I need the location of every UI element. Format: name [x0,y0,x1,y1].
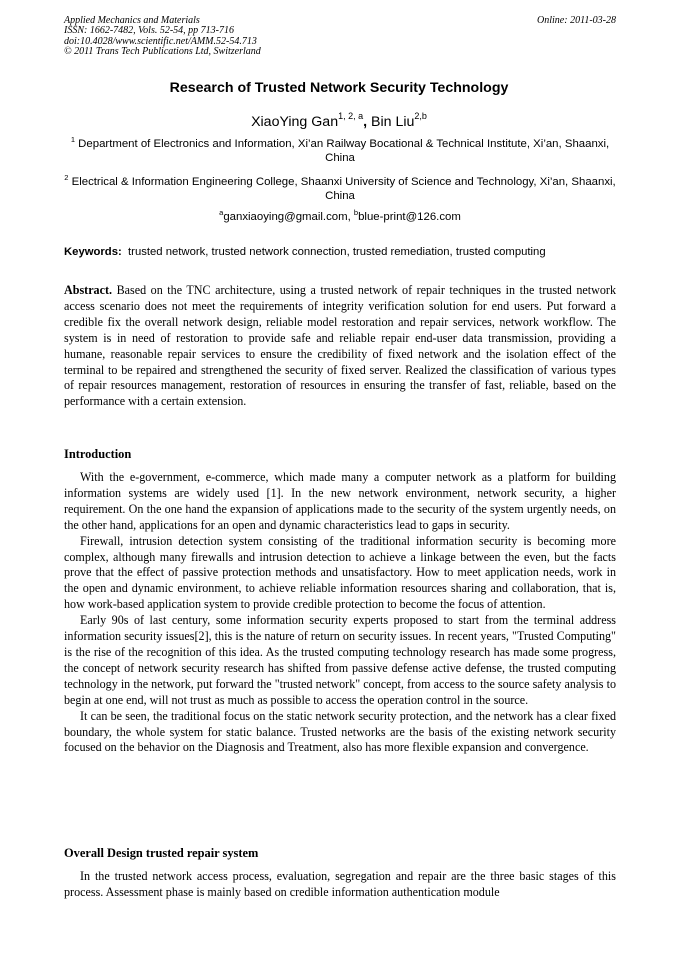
author-emails [64,210,616,224]
online-date: Online: 2011-03-28 [537,15,616,26]
paragraph: Early 90s of last century, some information security experts proposed to start from the terminal address information security issues[2], this is the nature of return on security issues. In recent years, "Trusted Computing" is the rise of the recognition of this idea. As the trusted computing technology research has made some progress, the concept of network security research has shifted from passive defense active defense, the trusted computing technology in the network, put forward the "trusted network" concept, from access to the source safety analysis to begin at one end, will not trust as much as possible to access the operation control in the source. [64,613,616,707]
journal-header [64,16,616,58]
affiliation-1 [64,137,616,166]
author-name: Bin Liu [371,114,415,130]
section-heading-overall-design: Overall Design trusted repair system [64,846,259,860]
abstract [64,283,616,410]
affiliation-text: Department of Electronics and Information, Xi’an Railway Bocational & Technical Institute, Xi’an, Shaanxi, China [78,138,610,165]
email-link[interactable]: ganxiaoying@gmail.com, [223,211,354,223]
author-separator: , [363,114,372,130]
paragraph: Firewall, intrusion detection system consisting of the traditional information security is becoming more complex, although many firewalls and intrusion detection to achieve a linkage between the even, but the facts prove that the effect of passive protection methods and unsatisfactory. How to meet application needs, work in the open and dynamic environment, to achieve reliable information resources sharing and collaboration, that is, how work-based application system to provide credible protection to become the focus of attention. [64,533,616,612]
paragraph: It can be seen, the traditional focus on the static network security protection, and the network has a clear fixed boundary, the whole system for static balance. Trusted networks are the basis of the existing network security focused on the behavior on the Diagnosis and Treatment, also has more flexible expansion and convergence. [64,708,616,755]
issn-line: ISSN: 1662-7482, Vols. 52-54, pp 713-716 [64,25,234,37]
keywords [64,246,624,258]
affiliation-text: Electrical & Information Engineering College, Shaanxi University of Science and Technology, Xi’an, Shaanxi, China [71,176,616,203]
email-link[interactable]: blue-print@126.com [358,211,461,223]
paragraph: In the trusted network access process, evaluation, segregation and repair are the three basic stages of this process. Assessment phase is mainly based on credible information authentication module [64,869,616,899]
journal-name: Applied Mechanics and Materials [64,15,200,26]
keywords-label: Keywords: [64,246,122,258]
keywords-text: trusted network, trusted network connection, trusted remediation, trusted computing [128,246,546,258]
author-line [0,111,678,130]
email-mark: b [353,208,359,217]
overall-design-body [64,869,616,901]
section-heading-introduction: Introduction [64,447,132,461]
author-affiliation-mark: 2,b [414,111,427,121]
introduction-body [64,470,616,756]
paper-title: Research of Trusted Network Security Technology [169,80,509,96]
author-affiliation-mark: 1, 2, a [338,111,364,121]
affiliation-mark: 1 [70,135,75,144]
affiliation-mark: 2 [64,173,69,182]
copyright-line: © 2011 Trans Tech Publications Ltd, Switzerland [64,46,261,58]
affiliation-2 [64,175,616,204]
abstract-text: Based on the TNC architecture, using a trusted network of repair techniques in the trusted network access scenario does not meet the requirements of integrity verification solution for end users. Put forward a credible fix the overall network design, reliable model restoration and repair services, network workflow. The system is in need of restoration to provide safe and reliable repair end-user data transmission, providing a humane, reasonable repair services to ensure the credibility of fixed network and the isolation effect of the terminal to be repaired and strengthened the security of fixed server. Realized the classification of various types of repair resources management, restoration of resources in ensuring the transfer of fast, reliable, based on the performance with a certain extension. [64,283,616,409]
abstract-label: Abstract. [64,283,113,297]
email-mark: a [219,208,224,217]
author-name: XiaoYing Gan [251,114,339,130]
doi-line: doi:10.4028/www.scientific.net/AMM.52-54.713 [64,35,257,47]
paragraph: With the e-government, e-commerce, which made many a computer network as a platform for building information systems are widely used [1]. In the new network environment, network security, a higher requirement. On the one hand the expansion of applications made to the security of the system urgently needs, on the other hand, applications for an open and dynamic characteristics lead to gaps in security. [64,470,616,532]
